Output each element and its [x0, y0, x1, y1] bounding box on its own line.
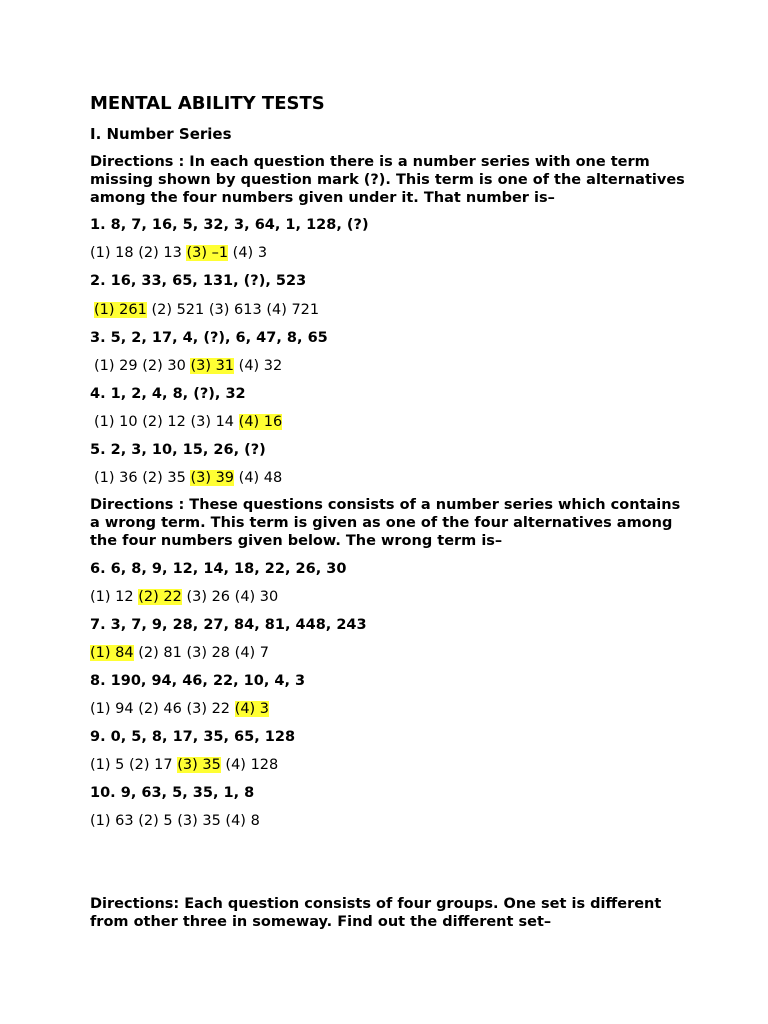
- option-3-1: (1) 29: [94, 358, 138, 374]
- options-4: [94, 413, 282, 431]
- option-1-2: (2) 13: [138, 245, 182, 261]
- option-7-4: (4) 7: [234, 645, 270, 661]
- option-9-1: (1) 5: [90, 757, 125, 773]
- option-8-2: (2) 46: [138, 701, 182, 717]
- options-7: [90, 644, 269, 662]
- question-1: 1. 8, 7, 16, 5, 32, 3, 64, 1, 128, (?): [90, 217, 369, 233]
- options-9: [90, 756, 278, 774]
- option-10-1: (1) 63: [90, 813, 134, 829]
- option-1-1: (1) 18: [90, 245, 134, 261]
- question-7: 7. 3, 7, 9, 28, 27, 84, 81, 448, 243: [90, 617, 367, 633]
- option-10-3: (3) 35: [177, 813, 221, 829]
- option-5-1: (1) 36: [94, 470, 138, 486]
- option-4-3: (3) 14: [190, 414, 235, 430]
- option-10-2: (2) 5: [138, 813, 173, 829]
- option-7-1-answer: (1) 84: [90, 645, 134, 661]
- directions-3: Directions: Each question consists of four groups. One set is different from other three in someway. Find out the different set–: [90, 896, 662, 930]
- option-8-1: (1) 94: [90, 701, 134, 717]
- option-2-2: (2) 521: [151, 302, 205, 318]
- question-5: 5. 2, 3, 10, 15, 26, (?): [90, 442, 266, 458]
- option-7-2: (2) 81: [138, 645, 182, 661]
- question-6: 6. 6, 8, 9, 12, 14, 18, 22, 26, 30: [90, 561, 347, 577]
- option-3-3-answer: (3) 31: [190, 358, 235, 374]
- option-5-3-answer: (3) 39: [190, 470, 235, 486]
- directions-2: Directions : These questions consists of a number series which contains a wrong term. This term is given as one of the four alternatives among the four numbers given below. The wrong term is–: [90, 497, 681, 549]
- option-2-4: (4) 721: [266, 302, 320, 318]
- option-6-3: (3) 26: [186, 589, 231, 605]
- option-1-3-answer: (3) –1: [186, 245, 229, 261]
- option-9-4: (4) 128: [225, 757, 279, 773]
- options-3: [94, 357, 282, 375]
- option-6-1: (1) 12: [90, 589, 134, 605]
- question-4: 4. 1, 2, 4, 8, (?), 32: [90, 386, 246, 402]
- option-5-2: (2) 35: [142, 470, 186, 486]
- option-7-3: (3) 28: [186, 645, 231, 661]
- option-2-3: (3) 613: [208, 302, 262, 318]
- option-2-1-answer: (1) 261: [94, 302, 147, 318]
- option-4-2: (2) 12: [142, 414, 186, 430]
- section-heading: I. Number Series: [90, 125, 232, 143]
- option-4-4-answer: (4) 16: [238, 414, 283, 430]
- question-10: 10. 9, 63, 5, 35, 1, 8: [90, 785, 255, 801]
- option-3-4: (4) 32: [238, 358, 283, 374]
- directions-1: Directions : In each question there is a number series with one term missing shown by question mark (?). This term is one of the alternatives among the four numbers given under it. That number is–: [90, 154, 685, 206]
- question-8: 8. 190, 94, 46, 22, 10, 4, 3: [90, 673, 306, 689]
- page-title: MENTAL ABILITY TESTS: [90, 93, 325, 114]
- options-10: [90, 812, 260, 830]
- option-3-2: (2) 30: [142, 358, 186, 374]
- options-5: [94, 469, 282, 487]
- option-6-4: (4) 30: [234, 589, 279, 605]
- option-4-1: (1) 10: [94, 414, 138, 430]
- option-8-3: (3) 22: [186, 701, 231, 717]
- question-9: 9. 0, 5, 8, 17, 35, 65, 128: [90, 729, 296, 745]
- question-3: 3. 5, 2, 17, 4, (?), 6, 47, 8, 65: [90, 330, 328, 346]
- option-8-4-answer: (4) 3: [234, 701, 270, 717]
- options-6: [90, 588, 278, 606]
- option-6-2-answer: (2) 22: [138, 589, 182, 605]
- option-5-4: (4) 48: [238, 470, 283, 486]
- option-9-3-answer: (3) 35: [177, 757, 221, 773]
- option-1-4: (4) 3: [232, 245, 268, 261]
- options-1: [90, 244, 267, 262]
- option-9-2: (2) 17: [128, 757, 173, 773]
- option-10-4: (4) 8: [225, 813, 260, 829]
- options-8: [90, 700, 269, 718]
- question-2: 2. 16, 33, 65, 131, (?), 523: [90, 273, 307, 289]
- options-2: [94, 301, 319, 319]
